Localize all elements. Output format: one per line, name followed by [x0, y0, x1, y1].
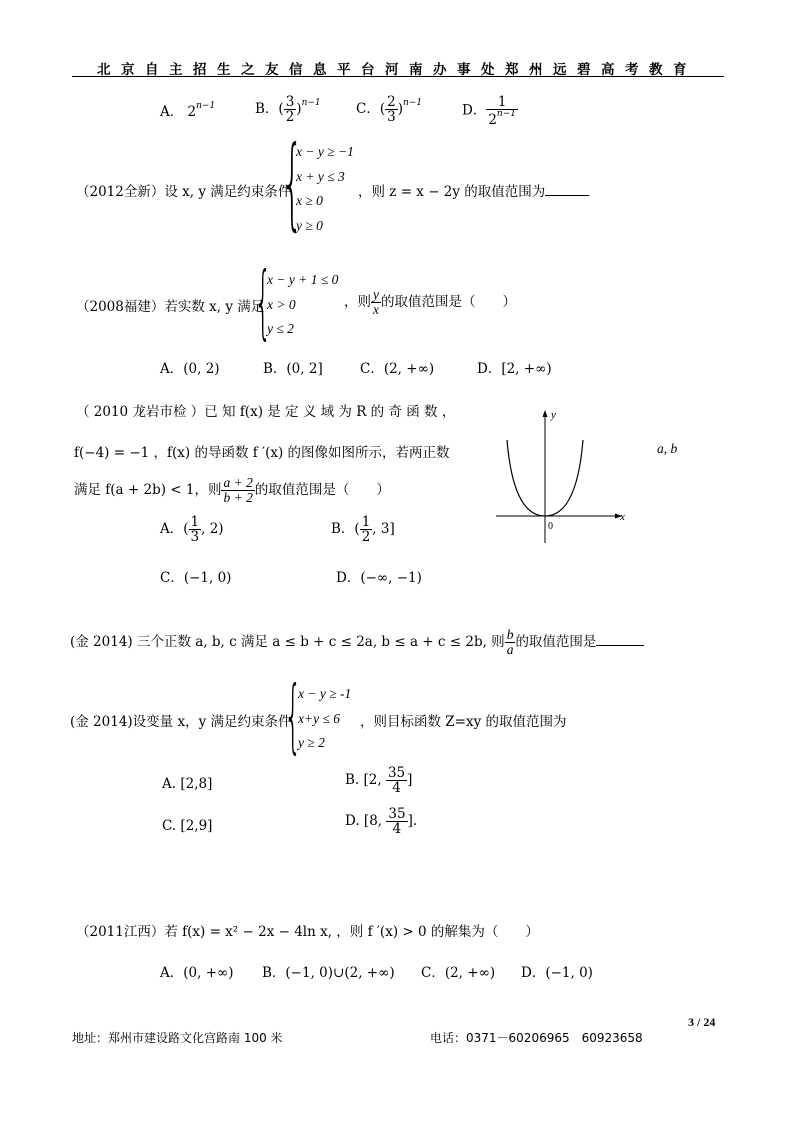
q2010-option-d: D．(−∞, −1)	[336, 570, 422, 586]
q2008-option-a: A．(0, 2)	[160, 361, 220, 377]
q2011-option-d: D．(−1, 0)	[521, 965, 593, 981]
origin-label: 0	[548, 521, 553, 532]
q2010-option-b: B．( $\frac{1}{2}$ , 3]	[331, 514, 395, 546]
q-jin2-option-a: A. [2,8]	[162, 776, 213, 792]
footer-address: 地址：郑州市建设路文化宫路南 100 米	[72, 1031, 283, 1045]
x-axis-label: x	[620, 511, 625, 523]
q2011-option-a: A．(0, +∞)	[160, 965, 234, 981]
q2010-option-a: A．( $\frac{1}{3}$ , 2)	[160, 514, 224, 546]
q2012-stem-post: ，则 z = x − 2y 的取值范围为	[358, 180, 589, 200]
answer-blank[interactable]	[545, 195, 589, 196]
prev-option-c: C．( $\frac{2}{3}$ )$^{n-1}$	[356, 94, 423, 126]
q-jin2-constraints: x − y ≥ -1 x+y ≤ 6 y ≥ 2	[298, 686, 352, 750]
q2008-option-b: B．(0, 2]	[263, 361, 323, 377]
q2008-brace: {	[254, 255, 272, 348]
q-jin2-option-b: B. [2, $\frac{35}{4}$ ]	[345, 765, 413, 797]
q2011-stem: （2011江西）若 f(x) = x² − 2x − 4ln x, ，则 f ′(x) > 0 的解集为（ ）	[76, 924, 539, 940]
q-jin2-option-d: D. [8, $\frac{35}{4}$ ].	[345, 806, 418, 838]
q2010-option-c: C．(−1, 0)	[160, 570, 232, 586]
q2010-line2: f(−4) = −1 ，f(x) 的导函数 f ′(x) 的图像如图所示，若两正数	[74, 445, 450, 461]
header-rule	[72, 76, 724, 77]
q2010-line2-tail: a, b	[657, 441, 678, 456]
footer-phone: 电话：0371－60206965 60923658	[430, 1031, 643, 1045]
prev-option-b: B．( $\frac{3}{2}$ )$^{n-1}$	[255, 94, 321, 126]
q2010-line1: （ 2010 龙岩市检 ）已 知 f(x) 是 定 义 域 为 R 的 奇 函 数 ，	[76, 404, 456, 420]
q2012-brace: {	[281, 124, 304, 241]
q2011-option-c: C．(2, +∞)	[421, 965, 496, 981]
derivative-graph	[490, 405, 630, 550]
q2008-option-c: C．(2, +∞)	[360, 361, 435, 377]
q2012-constraints: x − y ≥ −1 x + y ≤ 3 x ≥ 0 y ≥ 0	[296, 144, 354, 233]
q2008-stem-post: ，则 $\frac{y}{x}$ 的取值范围是（ ）	[344, 287, 516, 318]
q2012-stem: （2012全新）设 x, y 满足约束条件	[76, 184, 292, 200]
q2010-line3: 满足 f(a + 2b) < 1，则 $\frac{a + 2}{b + 2}$ 的取值范围是（ ）	[74, 475, 390, 506]
answer-blank[interactable]	[596, 645, 644, 646]
q-jin2-brace: {	[284, 669, 302, 762]
prev-option-a: A． $2^{n-1}$	[160, 101, 216, 120]
q-jin2-stem-post: ，则目标函数 Z=xy 的取值范围为	[360, 714, 567, 730]
q2008-option-d: D．[2, +∞)	[477, 361, 552, 377]
y-axis-label: y	[551, 409, 556, 421]
q2008-constraints: x − y + 1 ≤ 0 x > 0 y ≤ 2	[267, 272, 339, 336]
q-jin2-stem: (金 2014)设变量 x，y 满足约束条件	[70, 714, 292, 730]
page-header: 北京自主招生之友信息平台河南办事处郑州远碧高考教育	[97, 62, 697, 78]
page-number: 3 / 24	[688, 1015, 716, 1029]
q-jin2-option-c: C. [2,9]	[162, 818, 213, 834]
q-jin1-stem: (金 2014) 三个正数 a, b, c 满足 a ≤ b + c ≤ 2a, b ≤ a + c ≤ 2b, 则 $\frac{b}{a}$ 的取值范围是	[70, 628, 644, 657]
q2008-stem: （2008福建）若实数 x, y 满足	[76, 299, 265, 315]
prev-option-d: D． $\frac{1}{2^{n-1}}$	[462, 94, 516, 129]
y-axis-arrow	[543, 410, 548, 417]
q2011-option-b: B．(−1, 0)∪(2, +∞)	[262, 965, 395, 981]
